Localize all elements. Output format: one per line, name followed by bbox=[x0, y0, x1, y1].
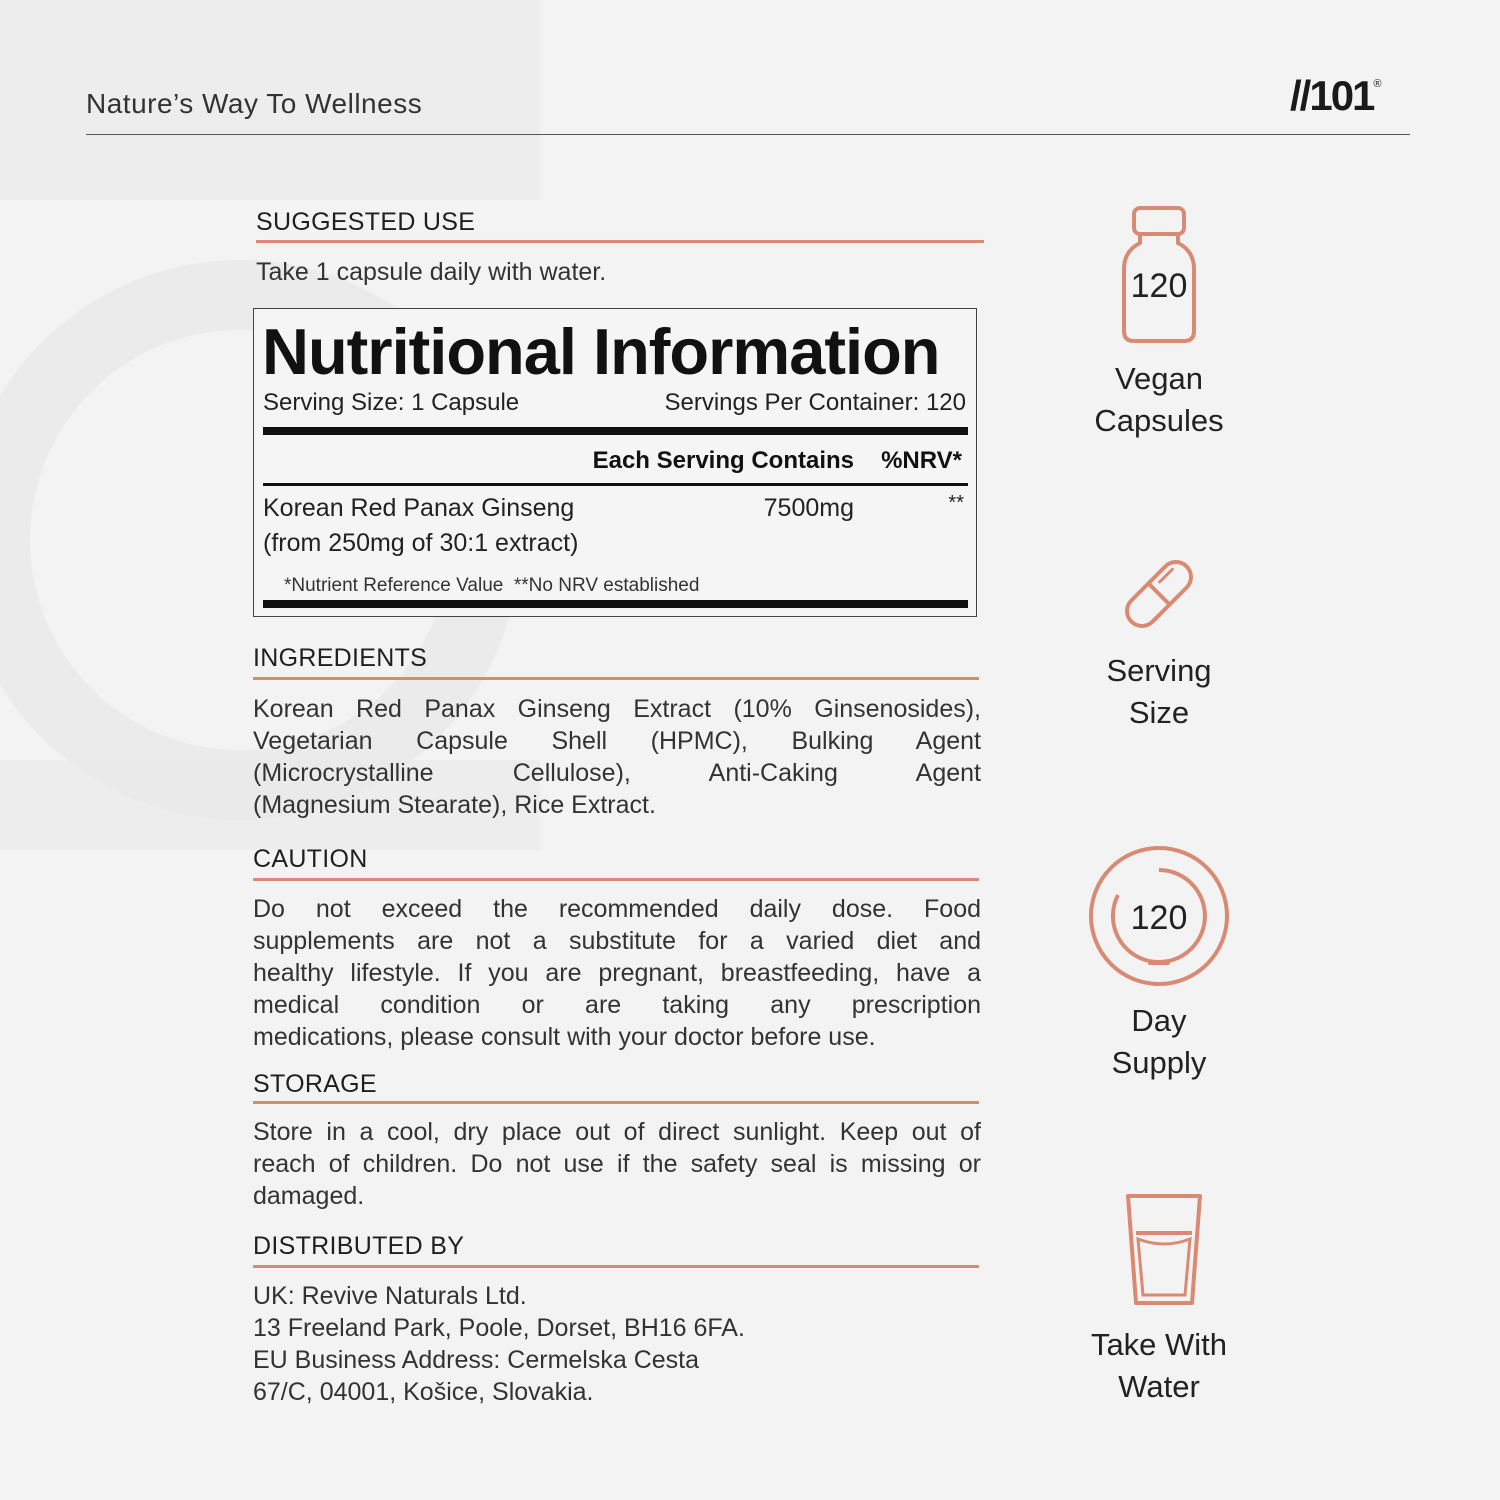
distributor-line-3: EU Business Address: Cermelska Cesta bbox=[253, 1346, 700, 1374]
storage-title: STORAGE bbox=[253, 1070, 377, 1098]
storage-line-2: reach of children. Do not use if the safety seal is missing or bbox=[253, 1150, 981, 1178]
servings-per-container: Servings Per Container: 120 bbox=[664, 389, 966, 416]
nutrition-thick-bar-bottom bbox=[263, 600, 968, 608]
bottle-count-text: 120 bbox=[1130, 267, 1188, 305]
ingredients-line-1: Korean Red Panax Ginseng Extract (10% Ginsenosides), bbox=[253, 695, 981, 723]
vegan-capsules-label-line2: Capsules bbox=[1094, 403, 1224, 438]
caution-line-2: supplements are not a substitute for a varied diet and bbox=[253, 927, 981, 955]
day-supply-label bbox=[1009, 1000, 1309, 1084]
ingredient-name-line2: (from 250mg of 30:1 extract) bbox=[263, 529, 579, 557]
nutrition-footnotes bbox=[284, 575, 699, 597]
ingredients-line-2: Vegetarian Capsule Shell (HPMC), Bulking Agent bbox=[253, 727, 981, 755]
take-with-water-label bbox=[1009, 1324, 1309, 1408]
take-with-water-label-line2: Water bbox=[1118, 1369, 1200, 1404]
caution-line-4: medical condition or are taking any prescription bbox=[253, 991, 981, 1019]
serving-size: Serving Size: 1 Capsule bbox=[263, 389, 520, 416]
bottle-icon bbox=[1118, 205, 1200, 345]
brand-logo bbox=[1290, 72, 1382, 120]
nrv-header: %NRV* bbox=[881, 447, 962, 474]
serving-size-label bbox=[1009, 650, 1309, 734]
serving-size-label-line2: Size bbox=[1128, 695, 1190, 730]
day-supply-label-line2: Supply bbox=[1111, 1045, 1207, 1080]
nutrition-title: Nutritional Information bbox=[262, 315, 940, 388]
suggested-use-text: Take 1 capsule daily with water. bbox=[256, 258, 607, 286]
caution-line-5: medications, please consult with your doctor before use. bbox=[253, 1023, 876, 1051]
ingredients-line-4: (Magnesium Stearate), Rice Extract. bbox=[253, 791, 656, 819]
ingredients-line-3: (Microcrystalline Cellulose), Anti-Caking Agent bbox=[253, 759, 981, 787]
caution-line-3: healthy lifestyle. If you are pregnant, breastfeeding, have a bbox=[253, 959, 981, 987]
calendar-dial-icon bbox=[1088, 845, 1230, 987]
distributed-by-title: DISTRIBUTED BY bbox=[253, 1232, 465, 1260]
footnote-nrv: *Nutrient Reference Value bbox=[284, 575, 504, 596]
capsule-icon bbox=[1116, 552, 1202, 636]
suggested-use-rule bbox=[256, 240, 984, 243]
tagline: Nature’s Way To Wellness bbox=[86, 88, 423, 119]
vegan-capsules-label-line1: Vegan bbox=[1115, 361, 1203, 396]
ingredients-rule bbox=[253, 677, 979, 680]
logo-text: //101 bbox=[1290, 72, 1374, 119]
storage-rule bbox=[253, 1101, 979, 1104]
caution-title: CAUTION bbox=[253, 845, 368, 873]
distributor-line-4: 67/C, 04001, Košice, Slovakia. bbox=[253, 1378, 594, 1406]
ingredient-nrv: ** bbox=[948, 492, 964, 514]
distributor-line-2: 13 Freeland Park, Poole, Dorset, BH16 6FA. bbox=[253, 1314, 745, 1342]
glass-of-water-icon bbox=[1124, 1193, 1204, 1307]
storage-line-3: damaged. bbox=[253, 1182, 365, 1210]
nutrition-thin-bar bbox=[263, 483, 968, 486]
caution-rule bbox=[253, 878, 979, 881]
day-supply-label-line1: Day bbox=[1131, 1003, 1187, 1038]
ingredients-title: INGREDIENTS bbox=[253, 644, 428, 672]
storage-line-1: Store in a cool, dry place out of direct sunlight. Keep out of bbox=[253, 1118, 981, 1146]
nutrition-thick-bar-top bbox=[263, 427, 968, 435]
caution-line-1: Do not exceed the recommended daily dose. Food bbox=[253, 895, 981, 923]
suggested-use-title: SUGGESTED USE bbox=[256, 208, 476, 236]
ingredient-amount: 7500mg bbox=[763, 494, 854, 522]
registered-mark: ® bbox=[1373, 78, 1382, 90]
footnote-no-nrv: **No NRV established bbox=[513, 575, 700, 596]
ingredient-name-line1: Korean Red Panax Ginseng bbox=[263, 494, 575, 522]
distributed-by-rule bbox=[253, 1265, 979, 1268]
vegan-capsules-label bbox=[1009, 358, 1309, 442]
header-divider bbox=[86, 134, 1410, 135]
each-serving-header: Each Serving Contains bbox=[592, 447, 854, 474]
take-with-water-label-line1: Take With bbox=[1090, 1327, 1228, 1362]
day-supply-count-text: 120 bbox=[1130, 899, 1188, 937]
serving-size-label-line1: Serving bbox=[1106, 653, 1212, 688]
distributor-line-1: UK: Revive Naturals Ltd. bbox=[253, 1282, 527, 1310]
